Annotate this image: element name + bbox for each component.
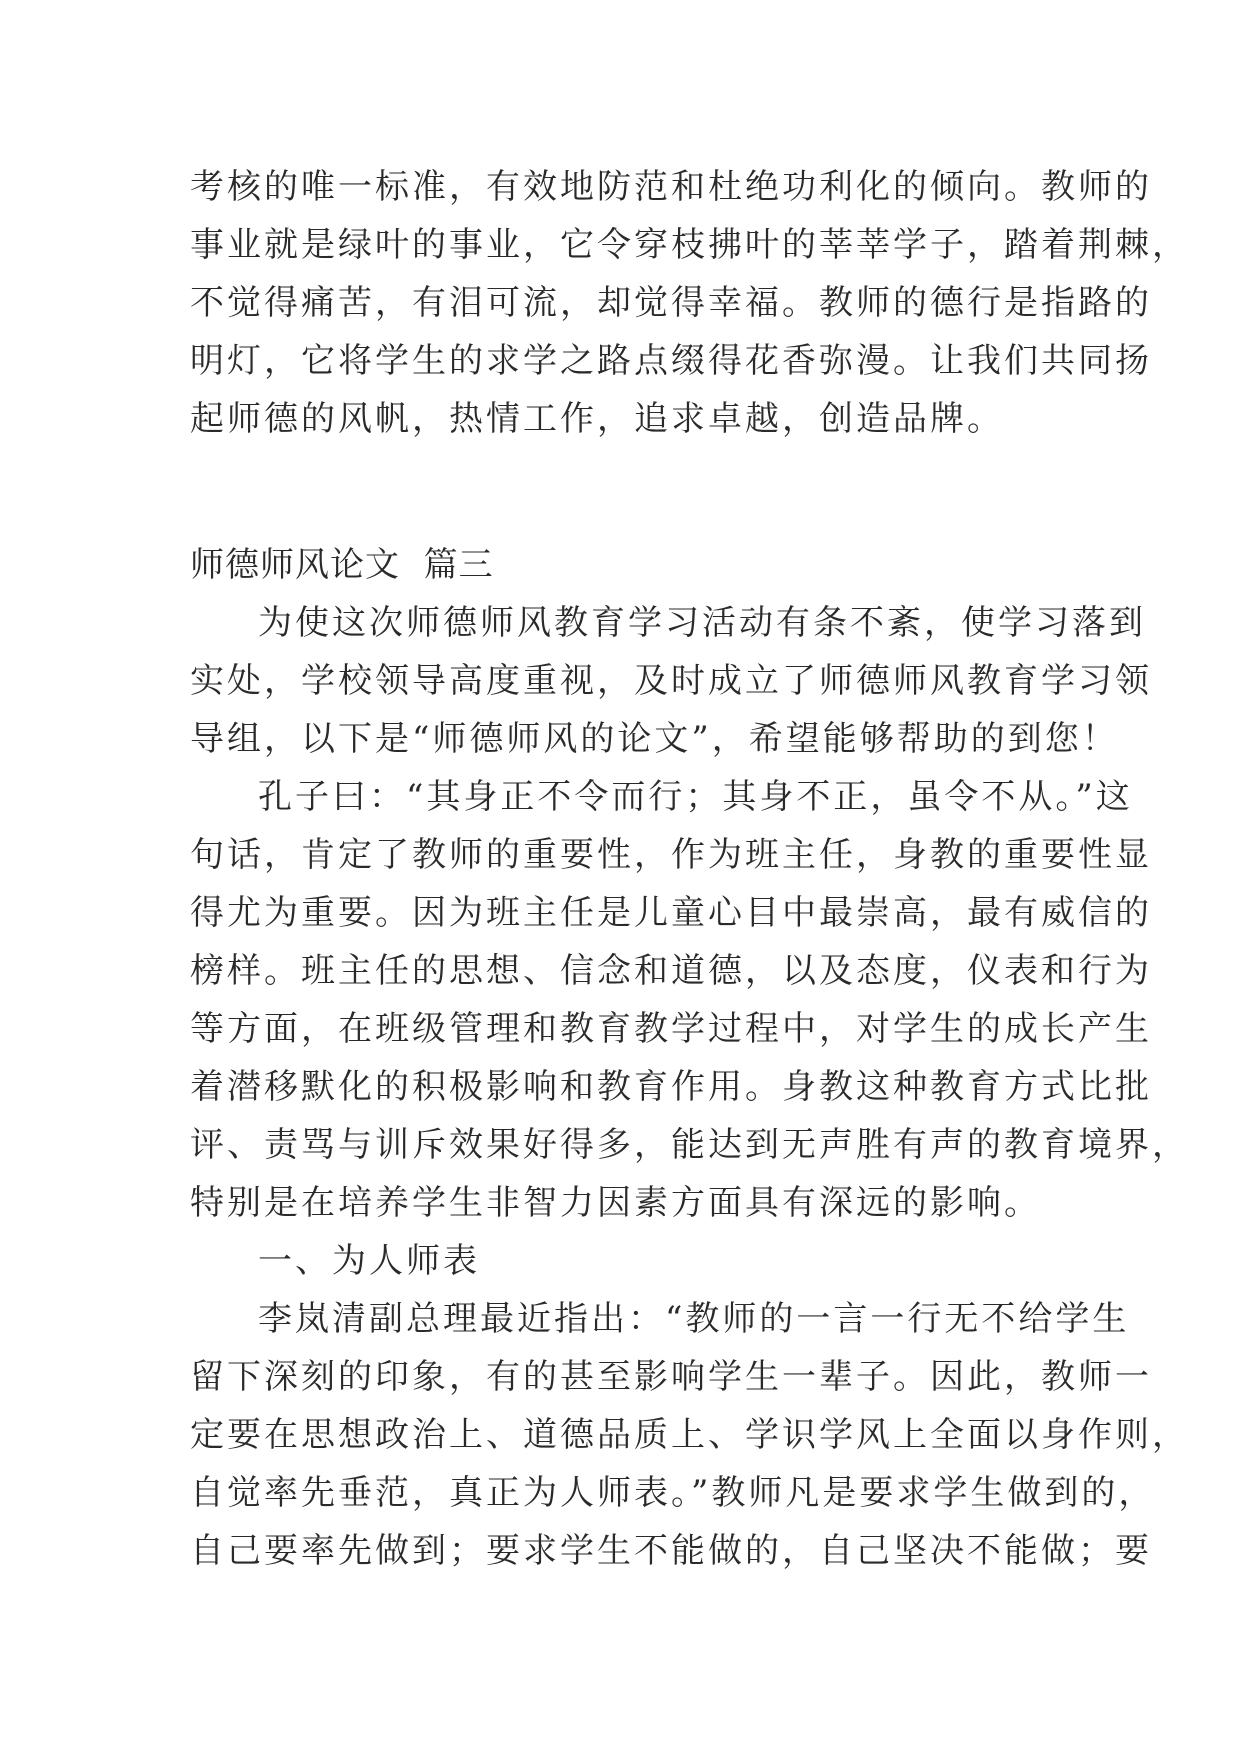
text-line: 为使这次师德师风教育学习活动有条不紊，使学习落到 (258, 603, 1146, 643)
text-line: 孔子曰：“其身正不令而行；其身不正，虽令不从。”这 (258, 777, 1133, 817)
text-line: 自己要率先做到；要求学生不能做的，自己坚决不能做；要 (190, 1531, 1152, 1571)
text-line: 自觉率先垂范，真正为人师表。”教师凡是要求学生做到的， (190, 1473, 1156, 1513)
text-line: 事业就是绿叶的事业，它令穿枝拂叶的莘莘学子，踏着荆棘， (190, 225, 1189, 265)
text-line: 特别是在培养学生非智力因素方面具有深远的影响。 (190, 1183, 1041, 1223)
text-line: 定要在思想政治上、道德品质上、学识学风上全面以身作则， (190, 1415, 1189, 1455)
text-line: 句话，肯定了教师的重要性，作为班主任，身教的重要性显 (190, 835, 1152, 875)
text-line: 李岚清副总理最近指出：“教师的一言一行无不给学生 (258, 1299, 1130, 1339)
text-line: 等方面，在班级管理和教育教学过程中，对学生的成长产生 (190, 1009, 1152, 1049)
text-line: 导组，以下是“师德师风的论文”，希望能够帮助的到您！ (190, 719, 1119, 759)
section-gap (190, 448, 1052, 536)
section-heading: 师德师风论文 篇三 (190, 545, 494, 585)
paragraph-continued (190, 158, 1189, 448)
text-line: 留下深刻的印象，有的甚至影响学生一辈子。因此，教师一 (190, 1357, 1152, 1397)
paragraph-li (190, 1290, 1189, 1580)
text-line: 实处，学校领导高度重视，及时成立了师德师风教育学习领 (190, 661, 1152, 701)
text-line: 起师德的风帆，热情工作，追求卓越，创造品牌。 (190, 399, 1004, 439)
text-line: 得尤为重要。因为班主任是儿童心目中最崇高，最有威信的 (190, 893, 1152, 933)
text-line: 着潜移默化的积极影响和教育作用。身教这种教育方式比批 (190, 1067, 1152, 1107)
text-line: 考核的唯一标准，有效地防范和杜绝功利化的倾向。教师的 (190, 167, 1152, 207)
document-body (190, 158, 1189, 1580)
paragraph-confucius (190, 768, 1189, 1232)
paragraph-intro (190, 594, 1152, 768)
subheading: 一、为人师表 (258, 1241, 480, 1281)
text-line: 评、责骂与训斥效果好得多，能达到无声胜有声的教育境界， (190, 1125, 1189, 1165)
text-line: 榜样。班主任的思想、信念和道德，以及态度，仪表和行为 (190, 951, 1152, 991)
text-line: 不觉得痛苦，有泪可流，却觉得幸福。教师的德行是指路的 (190, 283, 1152, 323)
text-line: 明灯，它将学生的求学之路点缀得花香弥漫。让我们共同扬 (190, 341, 1152, 381)
